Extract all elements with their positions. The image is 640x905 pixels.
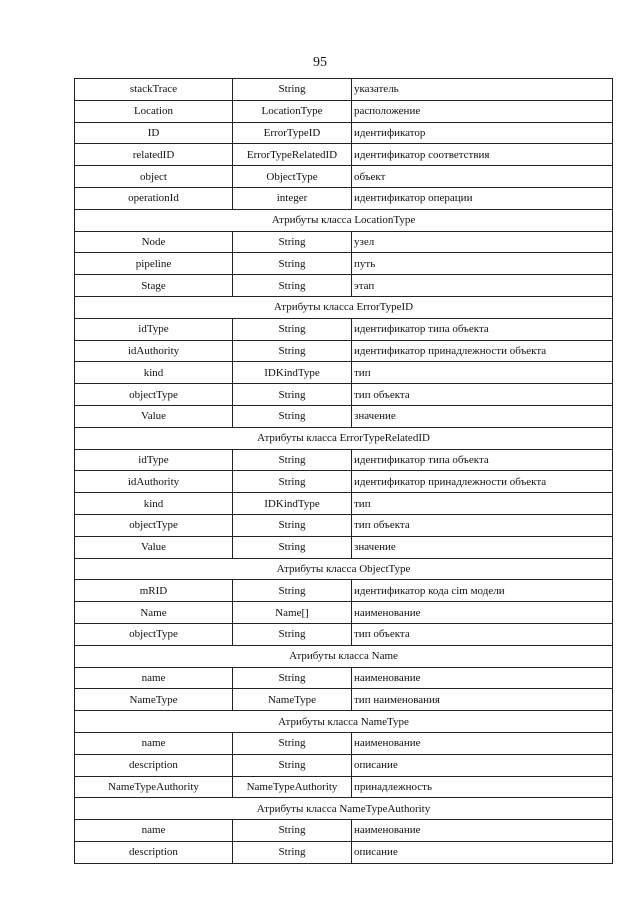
attribute-type-cell: ErrorTypeID (233, 122, 352, 144)
attribute-type-cell: String (233, 841, 352, 863)
attribute-name-cell: name (75, 667, 233, 689)
section-header-row (75, 645, 613, 667)
attribute-type-cell: String (233, 667, 352, 689)
table-row (75, 231, 613, 253)
attribute-description-cell: указатель (352, 79, 613, 101)
table-row (75, 536, 613, 558)
page-number: 95 (313, 55, 327, 70)
attribute-description-cell: наименование (352, 820, 613, 842)
attribute-name-cell: idAuthority (75, 471, 233, 493)
attribute-name-cell: stackTrace (75, 79, 233, 101)
table-row (75, 318, 613, 340)
table-row (75, 754, 613, 776)
attribute-name-cell: relatedID (75, 144, 233, 166)
table-row (75, 776, 613, 798)
table-row (75, 79, 613, 101)
attribute-description-cell: значение (352, 405, 613, 427)
attribute-type-cell: String (233, 536, 352, 558)
attribute-type-cell: ErrorTypeRelatedID (233, 144, 352, 166)
attribute-type-cell: String (233, 754, 352, 776)
table-row (75, 449, 613, 471)
attributes-table-body (75, 79, 613, 864)
attribute-description-cell: идентификатор операции (352, 187, 613, 209)
attribute-description-cell: тип (352, 493, 613, 515)
attribute-name-cell: name (75, 820, 233, 842)
attribute-type-cell: NameType (233, 689, 352, 711)
attribute-description-cell: идентификатор типа объекта (352, 449, 613, 471)
attribute-name-cell: idAuthority (75, 340, 233, 362)
attribute-description-cell: путь (352, 253, 613, 275)
attribute-type-cell: String (233, 318, 352, 340)
section-header-row (75, 209, 613, 231)
table-row (75, 122, 613, 144)
attribute-description-cell: идентификатор типа объекта (352, 318, 613, 340)
attribute-description-cell: значение (352, 536, 613, 558)
attribute-name-cell: objectType (75, 384, 233, 406)
attribute-description-cell: наименование (352, 732, 613, 754)
attribute-type-cell: String (233, 580, 352, 602)
attribute-type-cell: IDKindType (233, 493, 352, 515)
attribute-type-cell: String (233, 231, 352, 253)
attribute-name-cell: kind (75, 493, 233, 515)
section-title: Атрибуты класса Name (75, 645, 613, 667)
attribute-description-cell: расположение (352, 100, 613, 122)
attribute-description-cell: описание (352, 754, 613, 776)
attribute-name-cell: description (75, 841, 233, 863)
attribute-name-cell: name (75, 732, 233, 754)
attribute-type-cell: String (233, 384, 352, 406)
attribute-type-cell: String (233, 79, 352, 101)
table-row (75, 689, 613, 711)
table-row (75, 253, 613, 275)
table-row (75, 384, 613, 406)
section-title: Атрибуты класса NameType (75, 711, 613, 733)
table-row (75, 405, 613, 427)
section-title: Атрибуты класса ErrorTypeRelatedID (75, 427, 613, 449)
attribute-name-cell: objectType (75, 514, 233, 536)
attribute-description-cell: тип объекта (352, 384, 613, 406)
table-row (75, 841, 613, 863)
table-row (75, 493, 613, 515)
table-row (75, 166, 613, 188)
attribute-type-cell: String (233, 405, 352, 427)
attributes-table (74, 78, 613, 864)
attribute-name-cell: Stage (75, 275, 233, 297)
attribute-description-cell: идентификатор соответствия (352, 144, 613, 166)
attribute-name-cell: NameTypeAuthority (75, 776, 233, 798)
table-row (75, 100, 613, 122)
attribute-type-cell: String (233, 340, 352, 362)
attribute-description-cell: идентификатор кода cim модели (352, 580, 613, 602)
attribute-description-cell: тип объекта (352, 514, 613, 536)
table-row (75, 514, 613, 536)
section-header-row (75, 427, 613, 449)
attribute-name-cell: Location (75, 100, 233, 122)
section-title: Атрибуты класса LocationType (75, 209, 613, 231)
attribute-name-cell: mRID (75, 580, 233, 602)
attribute-name-cell: ID (75, 122, 233, 144)
attribute-name-cell: Node (75, 231, 233, 253)
attribute-type-cell: String (233, 623, 352, 645)
section-header-row (75, 711, 613, 733)
attribute-description-cell: этап (352, 275, 613, 297)
attribute-name-cell: object (75, 166, 233, 188)
table-row (75, 580, 613, 602)
attribute-description-cell: описание (352, 841, 613, 863)
section-header-row (75, 798, 613, 820)
attribute-type-cell: String (233, 275, 352, 297)
attribute-type-cell: NameTypeAuthority (233, 776, 352, 798)
attribute-description-cell: узел (352, 231, 613, 253)
section-header-row (75, 558, 613, 580)
table-row (75, 362, 613, 384)
attribute-type-cell: String (233, 471, 352, 493)
attribute-description-cell: принадлежность (352, 776, 613, 798)
table-row (75, 144, 613, 166)
attribute-name-cell: Name (75, 602, 233, 624)
attribute-name-cell: operationId (75, 187, 233, 209)
table-row (75, 471, 613, 493)
attribute-description-cell: тип (352, 362, 613, 384)
attribute-description-cell: идентификатор принадлежности объекта (352, 340, 613, 362)
section-title: Атрибуты класса NameTypeAuthority (75, 798, 613, 820)
section-title: Атрибуты класса ErrorTypeID (75, 296, 613, 318)
attribute-name-cell: Value (75, 405, 233, 427)
attribute-name-cell: kind (75, 362, 233, 384)
attribute-type-cell: String (233, 732, 352, 754)
attribute-name-cell: idType (75, 449, 233, 471)
attribute-name-cell: NameType (75, 689, 233, 711)
attribute-name-cell: pipeline (75, 253, 233, 275)
attribute-description-cell: идентификатор принадлежности объекта (352, 471, 613, 493)
attribute-type-cell: integer (233, 187, 352, 209)
attribute-type-cell: String (233, 514, 352, 536)
section-header-row (75, 296, 613, 318)
table-row (75, 820, 613, 842)
table-row (75, 667, 613, 689)
attribute-type-cell: Name[] (233, 602, 352, 624)
attribute-type-cell: LocationType (233, 100, 352, 122)
attribute-name-cell: objectType (75, 623, 233, 645)
table-row (75, 340, 613, 362)
attribute-name-cell: idType (75, 318, 233, 340)
table-row (75, 187, 613, 209)
attribute-description-cell: объект (352, 166, 613, 188)
attribute-type-cell: String (233, 253, 352, 275)
attribute-description-cell: наименование (352, 667, 613, 689)
attribute-description-cell: идентификатор (352, 122, 613, 144)
table-row (75, 732, 613, 754)
attribute-name-cell: Value (75, 536, 233, 558)
attribute-type-cell: String (233, 449, 352, 471)
attribute-description-cell: тип объекта (352, 623, 613, 645)
attribute-description-cell: тип наименования (352, 689, 613, 711)
attribute-type-cell: ObjectType (233, 166, 352, 188)
section-title: Атрибуты класса ObjectType (75, 558, 613, 580)
table-row (75, 602, 613, 624)
attribute-type-cell: IDKindType (233, 362, 352, 384)
attribute-name-cell: description (75, 754, 233, 776)
table-row (75, 623, 613, 645)
table-row (75, 275, 613, 297)
attribute-description-cell: наименование (352, 602, 613, 624)
attribute-type-cell: String (233, 820, 352, 842)
